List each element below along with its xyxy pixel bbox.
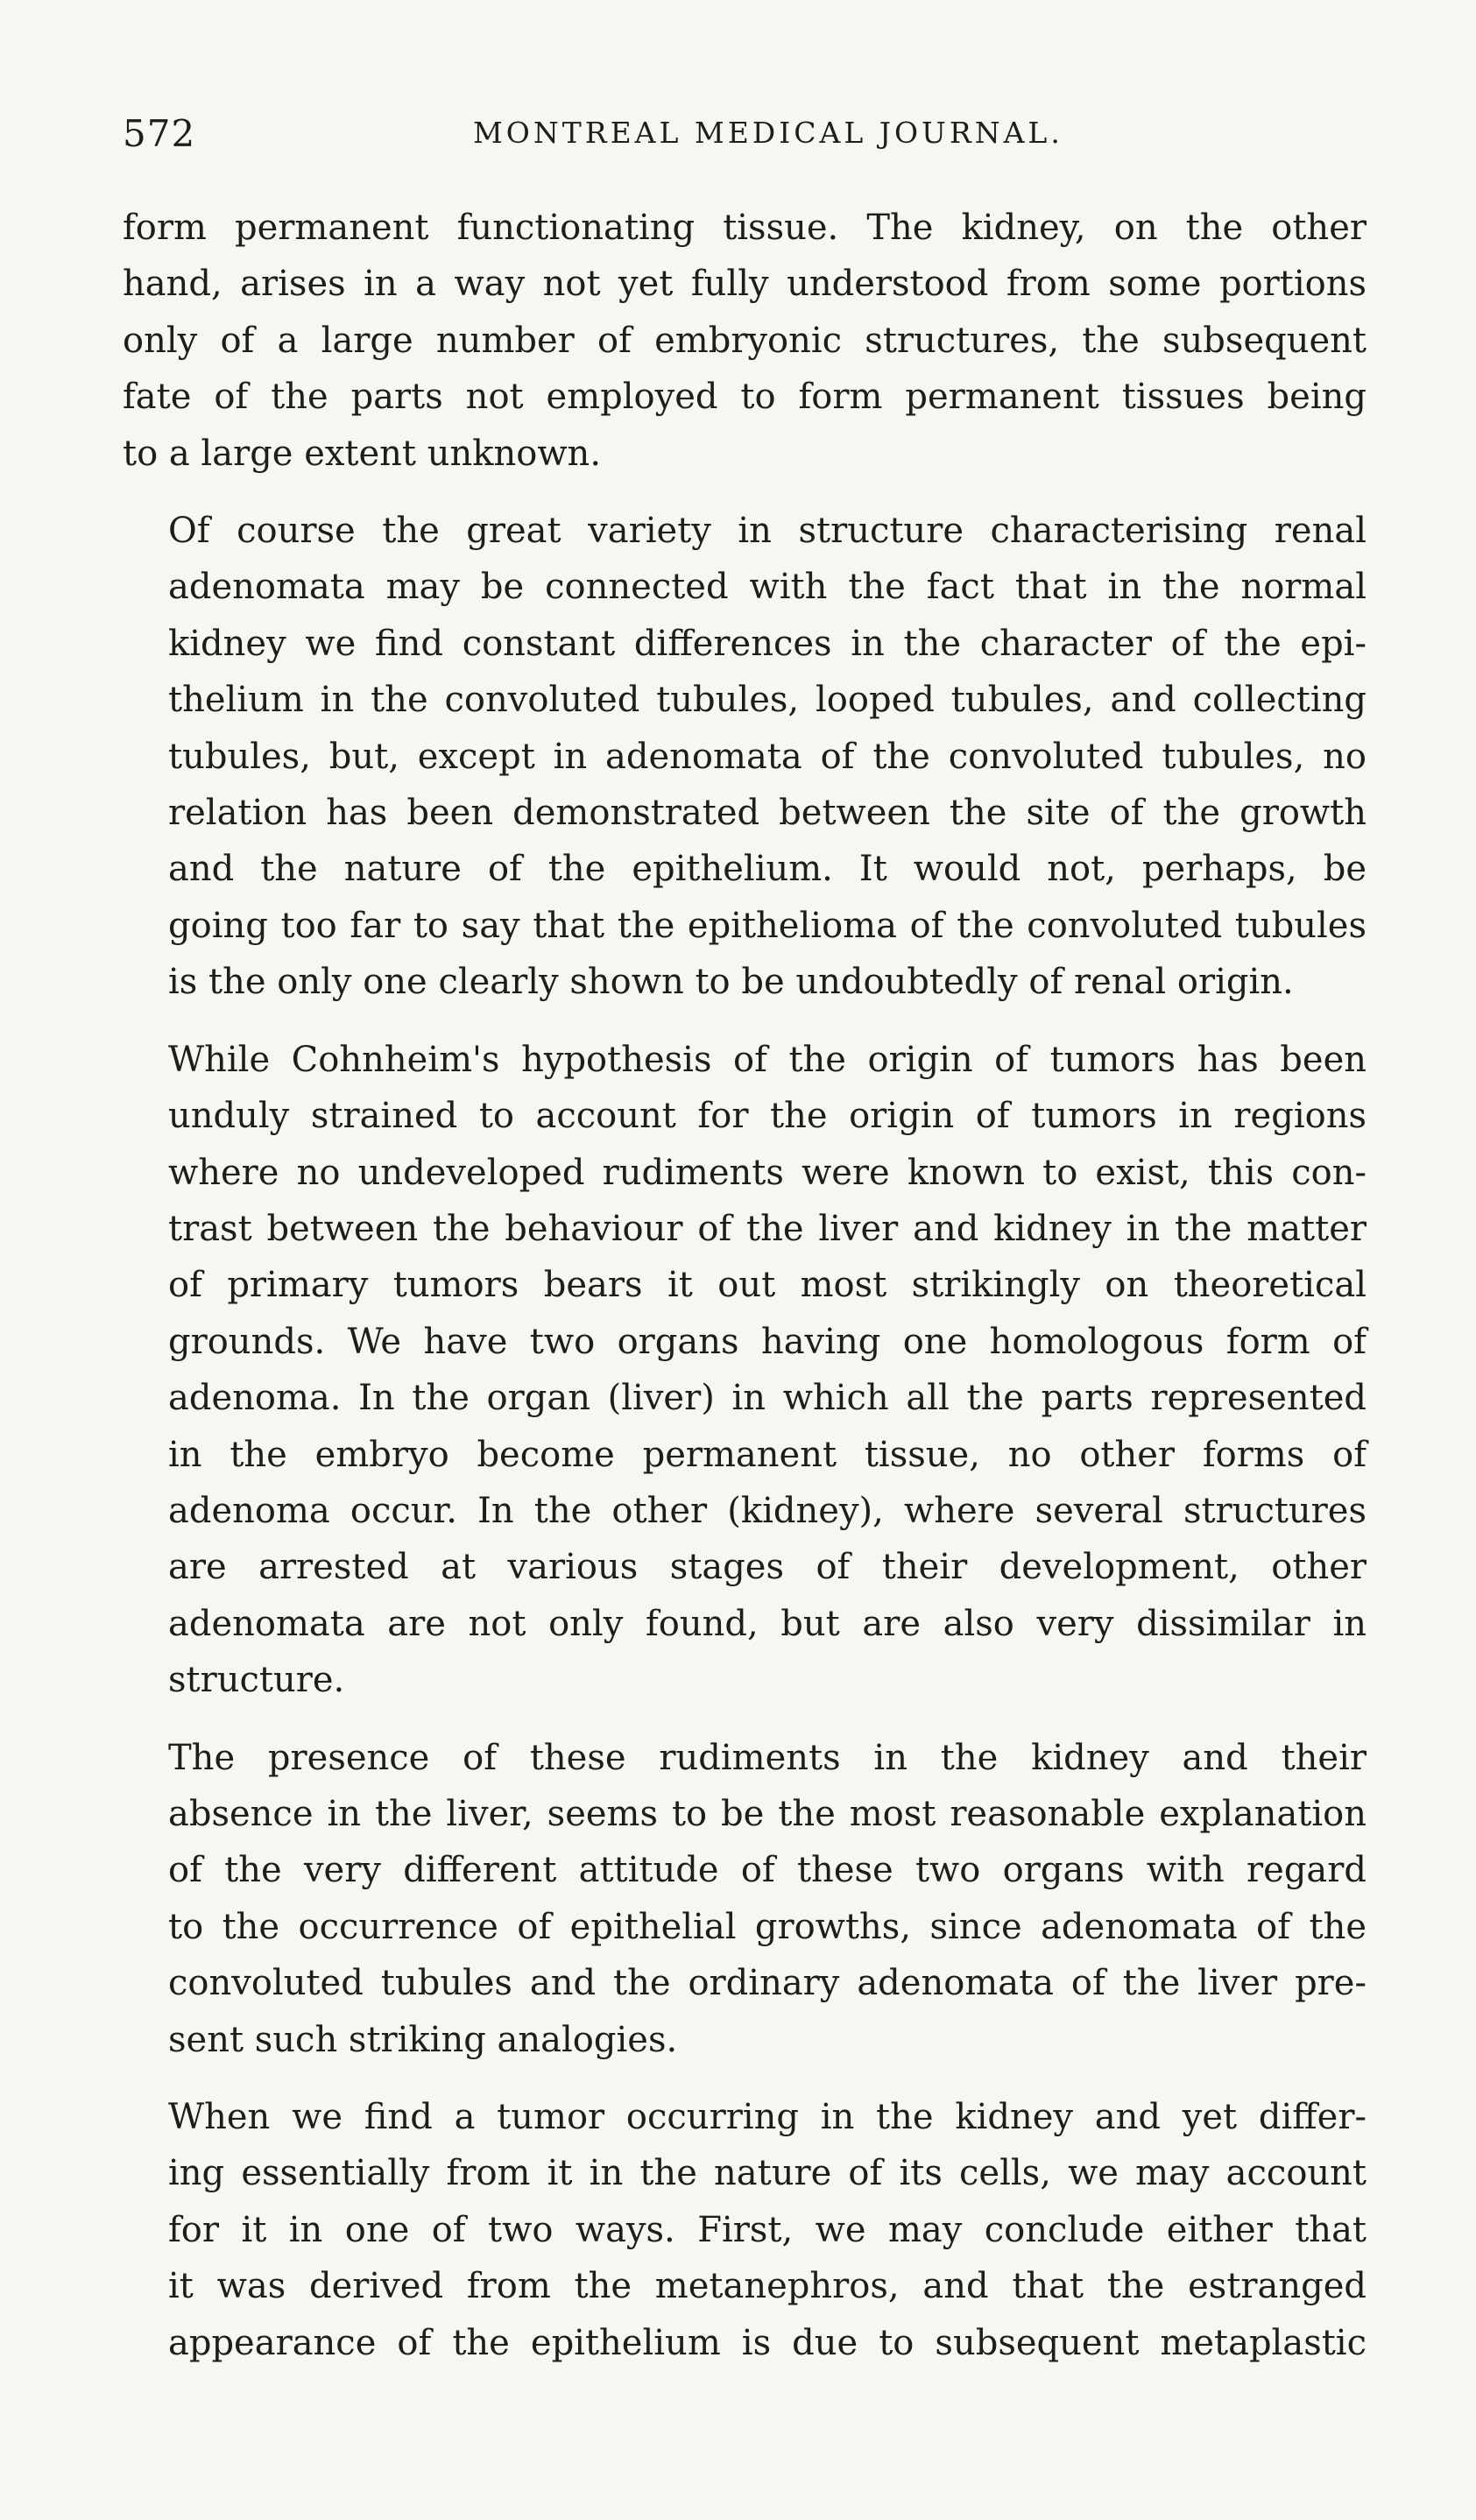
page-number: 572 <box>123 112 196 155</box>
text-line: for it in one of two ways. First, we may conclude either that <box>168 2209 1367 2250</box>
paragraph-4 <box>123 1730 1367 2068</box>
text-line: where no undeveloped rudiments were known to exist, this con- <box>168 1152 1367 1193</box>
text-line: fate of the parts not employed to form permanent tissues being <box>123 377 1367 418</box>
paragraph-2 <box>123 503 1367 1011</box>
text-line: convoluted tubules and the ordinary adenomata of the liver pre- <box>168 1963 1367 2004</box>
text-line: in the embryo become permanent tissue, no other forms of <box>168 1434 1367 1475</box>
text-line: is the only one clearly shown to be undoubtedly of renal origin. <box>168 962 1294 1003</box>
text-line: adenoma. In the organ (liver) in which all the parts represented <box>168 1378 1367 1419</box>
text-line: only of a large number of embryonic structures, the subsequent <box>123 320 1367 361</box>
paragraph-1 <box>123 200 1367 482</box>
text-line: unduly strained to account for the origin of tumors in regions <box>168 1096 1367 1137</box>
text-line: grounds. We have two organs having one homologous form of <box>168 1321 1367 1362</box>
article-body <box>123 200 1367 2371</box>
text-line: ing essentially from it in the nature of its cells, we may account <box>168 2153 1367 2194</box>
text-line: of the very different attitude of these two organs with regard <box>168 1850 1367 1891</box>
text-line: adenomata are not only found, but are also very dissimilar in <box>168 1603 1367 1644</box>
text-line: relation has been demonstrated between the site of the growth <box>168 793 1367 834</box>
paragraph-5 <box>123 2089 1367 2371</box>
text-line: hand, arises in a way not yet fully understood from some portions <box>123 264 1367 305</box>
text-line: of primary tumors bears it out most strikingly on theoretical <box>168 1265 1367 1306</box>
text-line: are arrested at various stages of their development, other <box>168 1547 1367 1588</box>
text-line: trast between the behaviour of the liver and kidney in the matter <box>168 1208 1367 1249</box>
text-line: kidney we find constant differences in the character of the epi- <box>168 623 1367 664</box>
paragraph-3 <box>123 1032 1367 1709</box>
text-line: adenoma occur. In the other (kidney), where several structures <box>168 1490 1367 1531</box>
text-line: sent such striking analogies. <box>168 2019 678 2060</box>
running-head: MONTREAL MEDICAL JOURNAL. <box>473 116 1063 150</box>
text-line: absence in the liver, seems to be the most reasonable explanation <box>168 1793 1367 1834</box>
text-line: thelium in the convoluted tubules, looped tubules, and collecting <box>168 680 1367 721</box>
text-line: and the nature of the epithelium. It would not, perhaps, be <box>168 849 1367 890</box>
text-line: tubules, but, except in adenomata of the convoluted tubules, no <box>168 736 1367 777</box>
text-line: to the occurrence of epithelial growths, since adenomata of the <box>168 1906 1367 1947</box>
text-line: Of course the great variety in structure characterising renal <box>168 511 1367 552</box>
text-line: to a large extent unknown. <box>123 433 602 474</box>
text-line: form permanent functionating tissue. The kidney, on the other <box>123 208 1367 248</box>
text-line: The presence of these rudiments in the kidney and their <box>168 1737 1367 1778</box>
text-line: While Cohnheim's hypothesis of the origin of tumors has been <box>168 1039 1367 1080</box>
text-line: When we find a tumor occurring in the kidney and yet differ- <box>168 2097 1367 2137</box>
text-line: structure. <box>168 1660 345 1701</box>
text-line: adenomata may be connected with the fact that in the normal <box>168 567 1367 608</box>
page-header <box>123 112 1367 165</box>
text-line: appearance of the epithelium is due to subsequent metaplastic <box>168 2322 1367 2363</box>
text-line: going too far to say that the epithelioma of the convoluted tubules <box>168 905 1367 946</box>
text-line: it was derived from the metanephros, and that the estranged <box>168 2266 1367 2307</box>
